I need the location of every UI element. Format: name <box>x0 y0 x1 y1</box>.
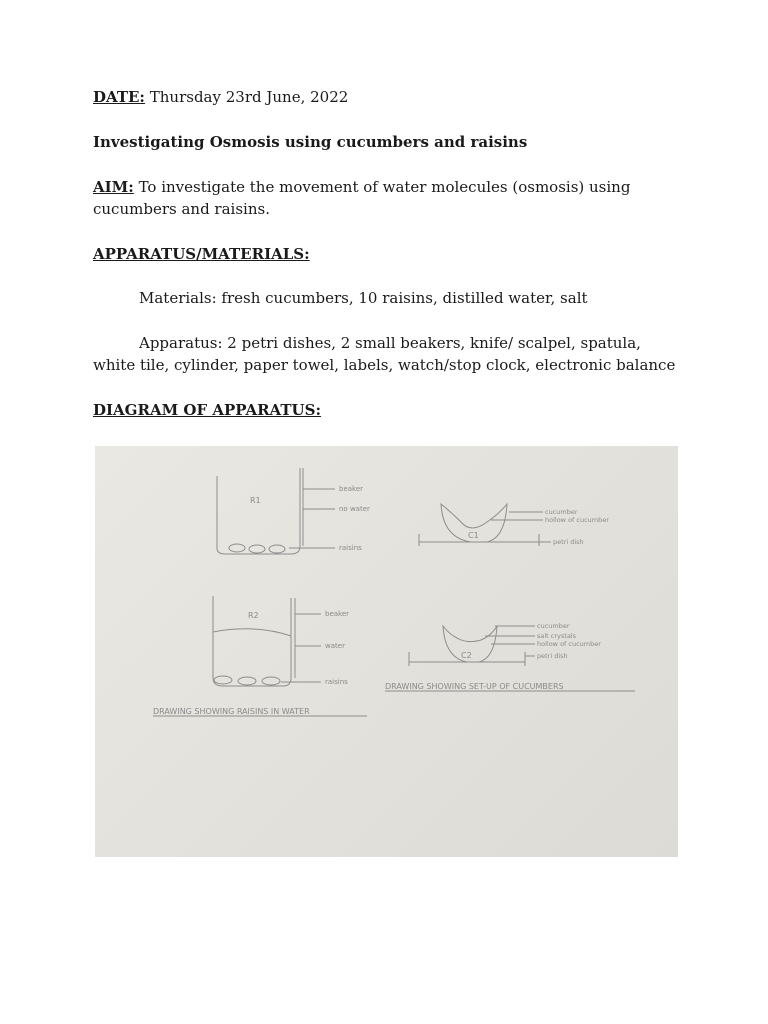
caption-raisins: DRAWING SHOWING RAISINS IN WATER <box>153 707 310 716</box>
r1-label-raisins: raisins <box>339 544 362 552</box>
apparatus-drawing <box>95 446 678 857</box>
c1-label-petri-dish: petri dish <box>553 538 584 546</box>
c2-label-salt-crystals: salt crystals <box>537 632 576 640</box>
caption-cucumbers: DRAWING SHOWING SET-UP OF CUCUMBERS <box>385 682 564 691</box>
c2-id: C2 <box>461 651 472 660</box>
document-title: Investigating Osmosis using cucumbers and raisins <box>93 133 528 151</box>
materials-paragraph: Materials: fresh cucumbers, 10 raisins, distilled water, salt <box>139 289 588 307</box>
r1-label-beaker: beaker <box>339 485 364 493</box>
r2-label-water: water <box>325 642 345 650</box>
apparatus-paragraph: Apparatus: 2 petri dishes, 2 small beakers, knife/ scalpel, spatula, white tile, cylinder, paper towel, labels, watch/stop clock, electronic balance <box>93 334 676 374</box>
c1-label-cucumber: cucumber <box>545 508 578 516</box>
apparatus-drawing-photo <box>95 446 678 857</box>
date-value: Thursday 23rd June, 2022 <box>149 88 349 106</box>
aim-label: AIM: <box>93 178 134 196</box>
c1-id: C1 <box>468 531 479 540</box>
r1-beaker-outline <box>217 468 300 554</box>
r2-label-raisins: raisins <box>325 678 348 686</box>
c1-label-hollow: hollow of cucumber <box>545 516 609 524</box>
r2-label-beaker: beaker <box>325 610 350 618</box>
r1-label-no-water: no water <box>339 505 370 513</box>
apparatus-heading: APPARATUS/MATERIALS: <box>93 245 310 263</box>
diagram-heading: DIAGRAM OF APPARATUS: <box>93 401 321 419</box>
r2-id: R2 <box>248 611 259 620</box>
c2-label-hollow: hollow of cucumber <box>537 640 601 648</box>
date-label: DATE: <box>93 88 145 106</box>
r1-id: R1 <box>250 496 261 505</box>
c2-label-cucumber: cucumber <box>537 622 570 630</box>
aim-text: To investigate the movement of water molecules (osmosis) using cucumbers and raisins. <box>93 178 631 218</box>
aim-paragraph <box>93 176 678 220</box>
date-line <box>93 86 678 108</box>
c2-label-petri-dish: petri dish <box>537 652 568 660</box>
